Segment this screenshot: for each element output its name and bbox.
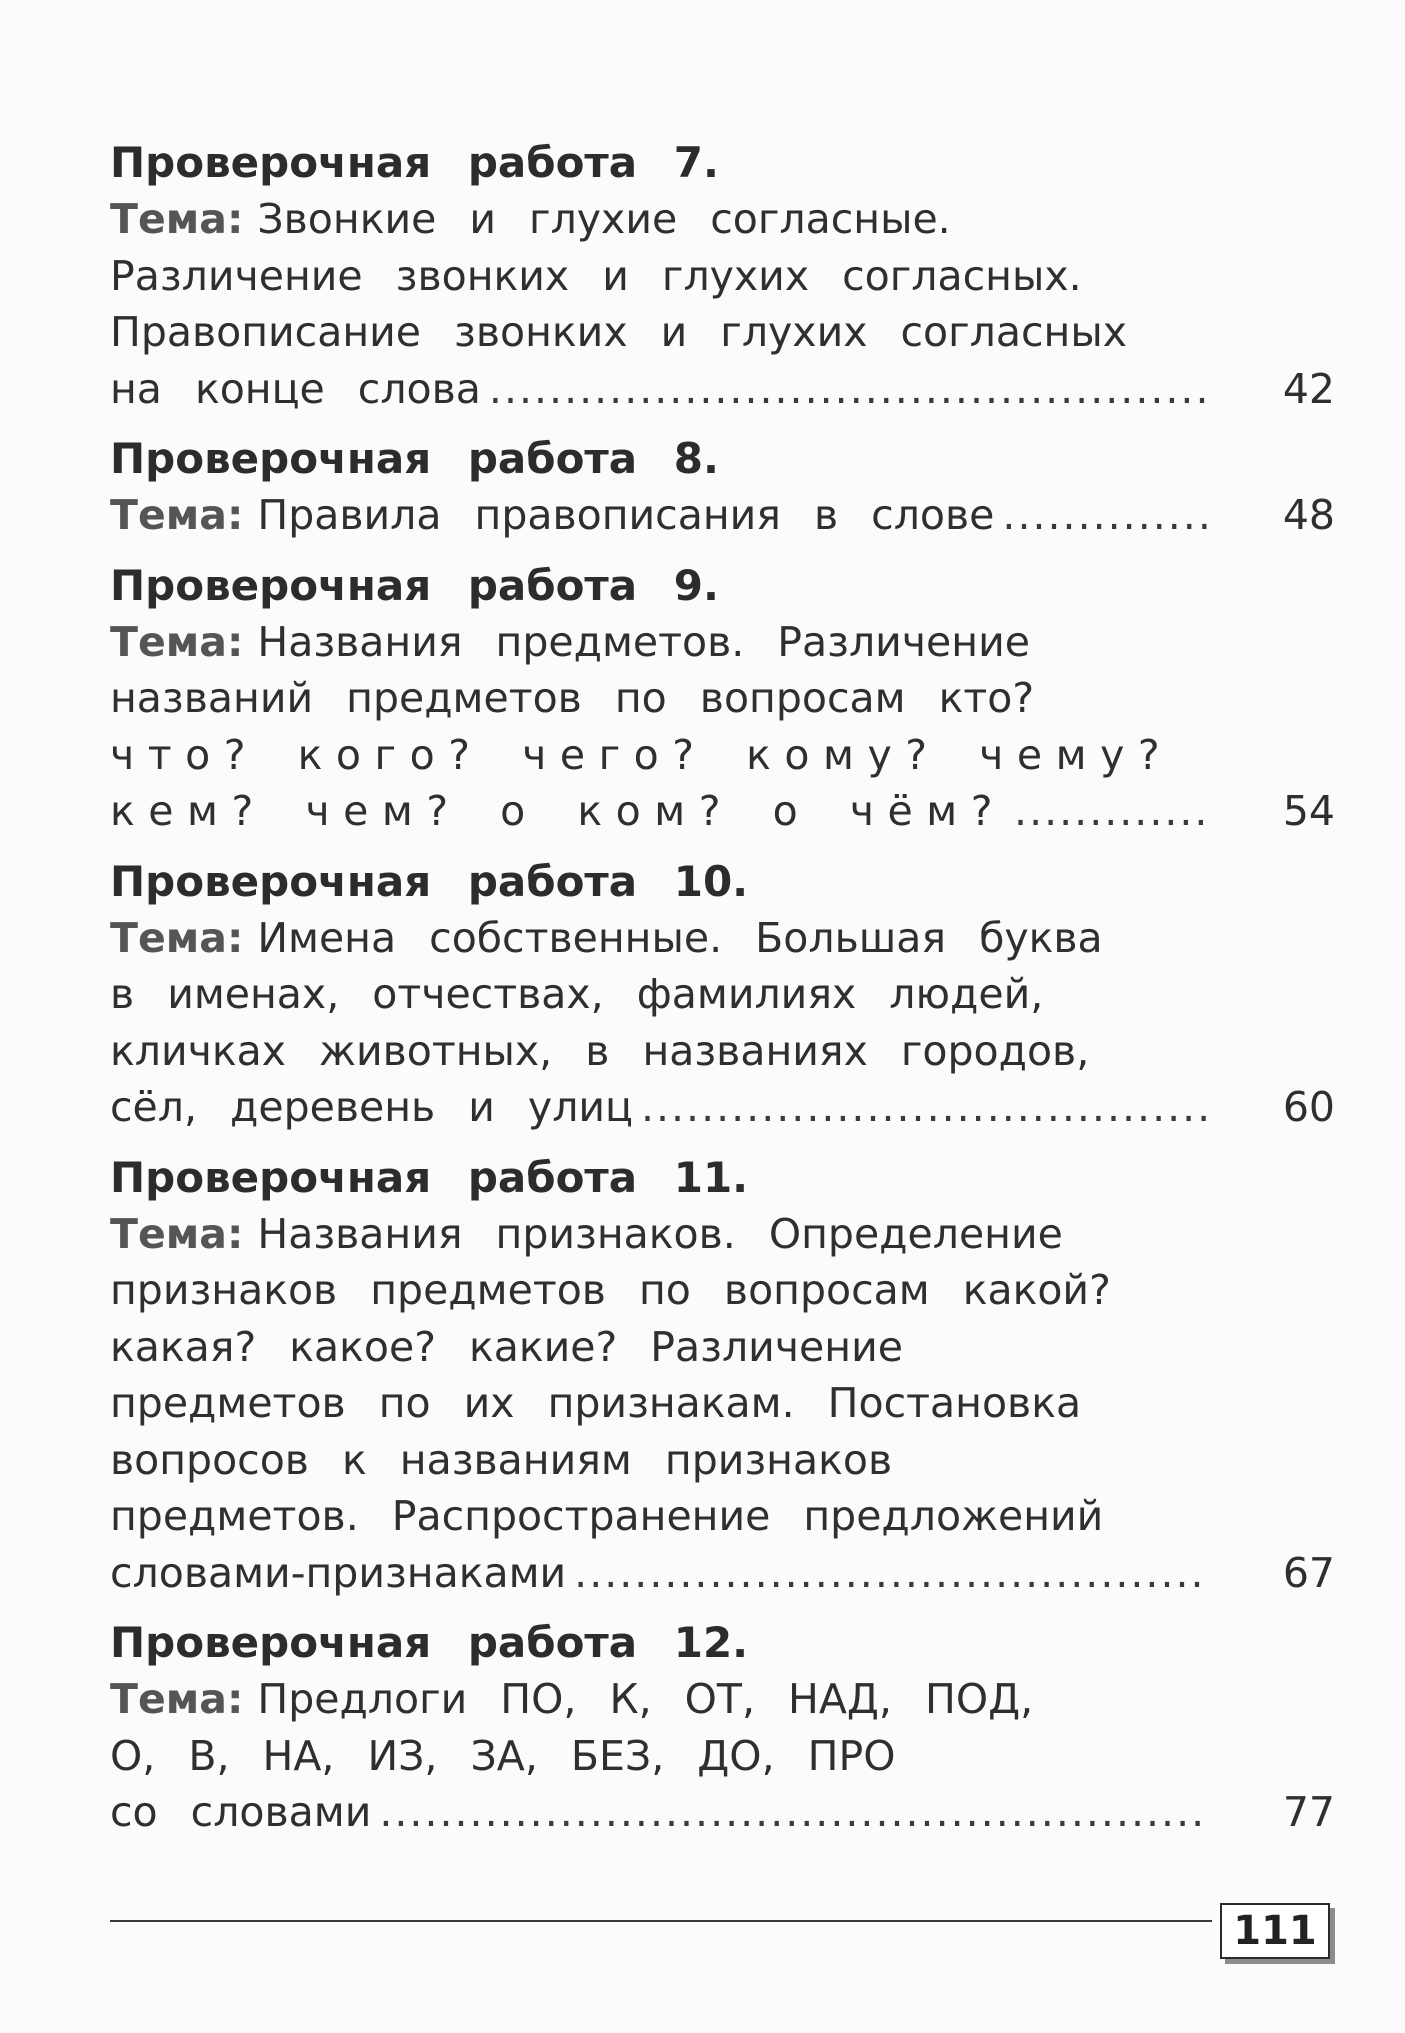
entry-text: Названия предметов. Различение [257,617,1030,666]
entry-heading: Проверочная работа 12. [110,1618,749,1667]
entry-line [110,1206,1335,1263]
page-number: 42 [1282,364,1335,413]
toc-entry-10 [110,854,1335,1136]
entry-line: предметов по их признакам. Постановка [110,1379,1082,1427]
dot-leader [1002,487,1209,544]
entry-text: Имена собственные. Большая буква [257,913,1103,962]
entry-text: Названия признаков. Определение [257,1209,1063,1258]
entry-line [110,191,1335,248]
entry-heading: Проверочная работа 10. [110,856,749,906]
page-number: 67 [1282,1548,1335,1597]
entry-text: словами-признаками [110,1548,567,1597]
entry-last-line [110,487,1335,544]
entry-text: со словами [110,1788,372,1836]
entry-last-line [110,1545,1335,1602]
page-number: 60 [1282,1083,1335,1131]
dot-leader [489,361,1209,418]
entry-line: кличках животных, в названиях городов, [110,1026,1090,1075]
entry-line: признаков предметов по вопросам какой? [110,1266,1111,1314]
entry-line: Различение звонких и глухих согласных. [110,251,1082,300]
entry-text: кем? чем? о ком? о чём? [110,787,1007,835]
entry-line [110,910,1335,967]
page-number: 77 [1282,1788,1335,1836]
dot-leader [1014,783,1209,840]
entry-text: Правила правописания в слове [257,491,995,539]
tema-label: Тема: [110,195,244,243]
entry-last-line [110,1784,1335,1841]
tema-label: Тема: [110,491,244,539]
entry-heading: Проверочная работа 9. [110,560,719,610]
entry-text: на конце слова [110,364,481,413]
entry-line [110,614,1335,671]
toc-entry-9 [110,558,1335,840]
entry-heading: Проверочная работа 11. [110,1152,749,1202]
entry-heading: Проверочная работа 7. [110,138,719,187]
page-number: 48 [1282,491,1335,539]
page-number: 54 [1282,787,1335,835]
entry-line: вопросов к названиям признаков [110,1435,893,1484]
entry-line [110,1671,1335,1728]
entry-line: в именах, отчествах, фамилиях людей, [110,970,1044,1018]
tema-label: Тема: [110,617,244,666]
toc-entry-12 [110,1615,1335,1841]
toc-entry-7 [110,135,1335,417]
toc-entry-8 [110,431,1335,544]
entry-line: что? кого? чего? кому? чему? [110,730,1174,779]
entry-last-line [110,783,1335,840]
table-of-contents [110,135,1335,1855]
entry-line: Правописание звонких и глухих согласных [110,308,1127,356]
entry-text: Звонкие и глухие согласные. [257,195,951,243]
page-folio: 111 [1220,1903,1330,1959]
entry-text: Предлоги ПО, К, ОТ, НАД, ПОД, [257,1675,1034,1723]
tema-label: Тема: [110,1675,244,1723]
tema-label: Тема: [110,1209,244,1258]
entry-line: предметов. Распространение предложений [110,1492,1104,1540]
entry-line: названий предметов по вопросам кто? [110,674,1035,722]
footer-rule [110,1920,1212,1922]
toc-entry-11 [110,1150,1335,1602]
entry-last-line [110,1079,1335,1136]
entry-line: какая? какое? какие? Различение [110,1322,903,1371]
dot-leader [574,1545,1209,1602]
entry-text: сёл, деревень и улиц [110,1083,633,1131]
dot-leader [641,1079,1209,1136]
entry-line: О, В, НА, ИЗ, ЗА, БЕЗ, ДО, ПРО [110,1731,896,1780]
dot-leader [379,1784,1209,1841]
entry-heading: Проверочная работа 8. [110,434,719,483]
tema-label: Тема: [110,913,244,962]
entry-last-line [110,361,1335,418]
